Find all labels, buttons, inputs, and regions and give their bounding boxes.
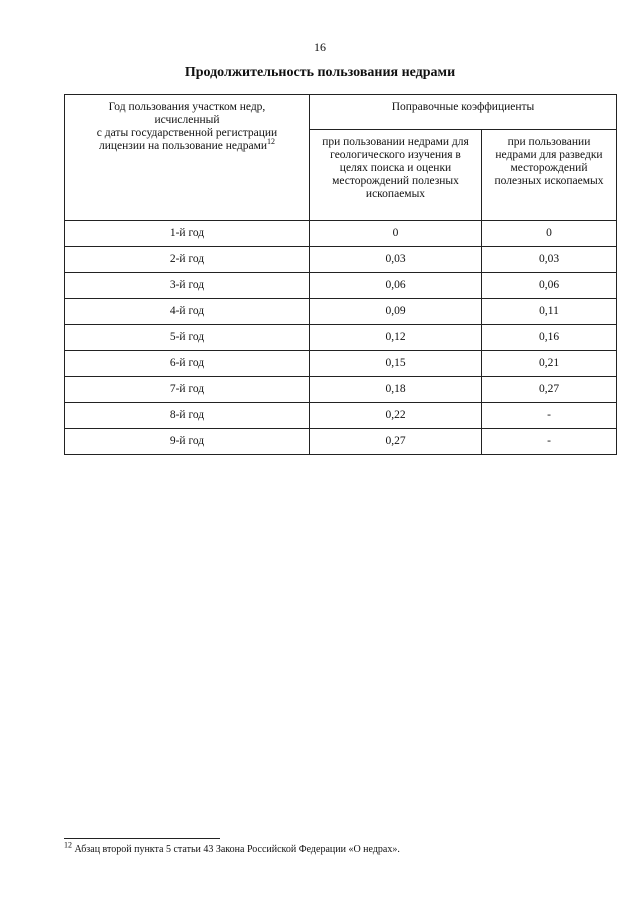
header-expl-line-3: месторождений <box>510 162 588 174</box>
header-year-line-1: Год пользования участком недр, <box>108 101 266 113</box>
page-number: 16 <box>314 40 326 54</box>
year-cell: 3-й год <box>65 273 310 299</box>
header-year-of-use <box>65 95 310 221</box>
geo-coefficient-cell: 0,27 <box>310 429 482 455</box>
table-row <box>65 325 617 351</box>
geo-coefficient-cell: 0,18 <box>310 377 482 403</box>
header-expl-line-1: при пользовании <box>507 136 591 148</box>
header-exploration <box>482 130 617 221</box>
year-cell: 8-й год <box>65 403 310 429</box>
header-year-line-4: лицензии на пользование недрами <box>98 140 268 152</box>
table-row <box>65 299 617 325</box>
header-geo-line-5: ископаемых <box>365 188 426 200</box>
header-geo-line-1: при пользовании недрами для <box>322 136 469 148</box>
table-row <box>65 429 617 455</box>
exploration-coefficient-cell: 0,11 <box>482 299 617 325</box>
year-cell: 6-й год <box>65 351 310 377</box>
header-year-line-2: исчисленный <box>154 114 220 126</box>
year-cell: 4-й год <box>65 299 310 325</box>
exploration-coefficient-cell: 0,27 <box>482 377 617 403</box>
geo-coefficient-cell: 0,06 <box>310 273 482 299</box>
table-header-row <box>65 95 617 130</box>
exploration-coefficient-cell: - <box>482 403 617 429</box>
header-year-line-3: с даты государственной регистрации <box>96 127 278 139</box>
table-row <box>65 351 617 377</box>
table-row <box>65 247 617 273</box>
header-expl-line-4: полезных ископаемых <box>494 175 604 187</box>
header-geo-line-2: геологического изучения в <box>330 149 461 161</box>
geo-coefficient-cell: 0,09 <box>310 299 482 325</box>
table-row <box>65 403 617 429</box>
year-cell: 1-й год <box>65 221 310 247</box>
exploration-coefficient-cell: - <box>482 429 617 455</box>
year-cell: 9-й год <box>65 429 310 455</box>
header-geo-line-3: целях поиска и оценки <box>339 162 452 174</box>
geo-coefficient-cell: 0,22 <box>310 403 482 429</box>
exploration-coefficient-cell: 0,06 <box>482 273 617 299</box>
geo-coefficient-cell: 0 <box>310 221 482 247</box>
exploration-coefficient-cell: 0 <box>482 221 617 247</box>
year-cell: 5-й год <box>65 325 310 351</box>
geo-coefficient-cell: 0,03 <box>310 247 482 273</box>
geo-coefficient-cell: 0,15 <box>310 351 482 377</box>
table-row <box>65 221 617 247</box>
exploration-coefficient-cell: 0,21 <box>482 351 617 377</box>
header-geological-study <box>310 130 482 221</box>
table-row <box>65 377 617 403</box>
footnote-text: Абзац второй пункта 5 статьи 43 Закона Российской Федерации «О недрах». <box>74 844 400 855</box>
coefficients-table <box>64 94 617 455</box>
geo-coefficient-cell: 0,12 <box>310 325 482 351</box>
year-cell: 2-й год <box>65 247 310 273</box>
document-title: Продолжительность пользования недрами <box>184 65 456 80</box>
header-geo-line-4: месторождений полезных <box>332 175 459 187</box>
exploration-coefficient-cell: 0,16 <box>482 325 617 351</box>
header-expl-line-2: недрами для разведки <box>495 149 603 161</box>
footnote-separator <box>64 838 220 839</box>
footnote-ref: 12 <box>267 137 276 147</box>
table-row <box>65 273 617 299</box>
year-cell: 7-й год <box>65 377 310 403</box>
header-correction-coefficients: Поправочные коэффициенты <box>310 95 617 130</box>
footnote <box>64 840 400 855</box>
exploration-coefficient-cell: 0,03 <box>482 247 617 273</box>
footnote-number: 12 <box>64 840 72 850</box>
